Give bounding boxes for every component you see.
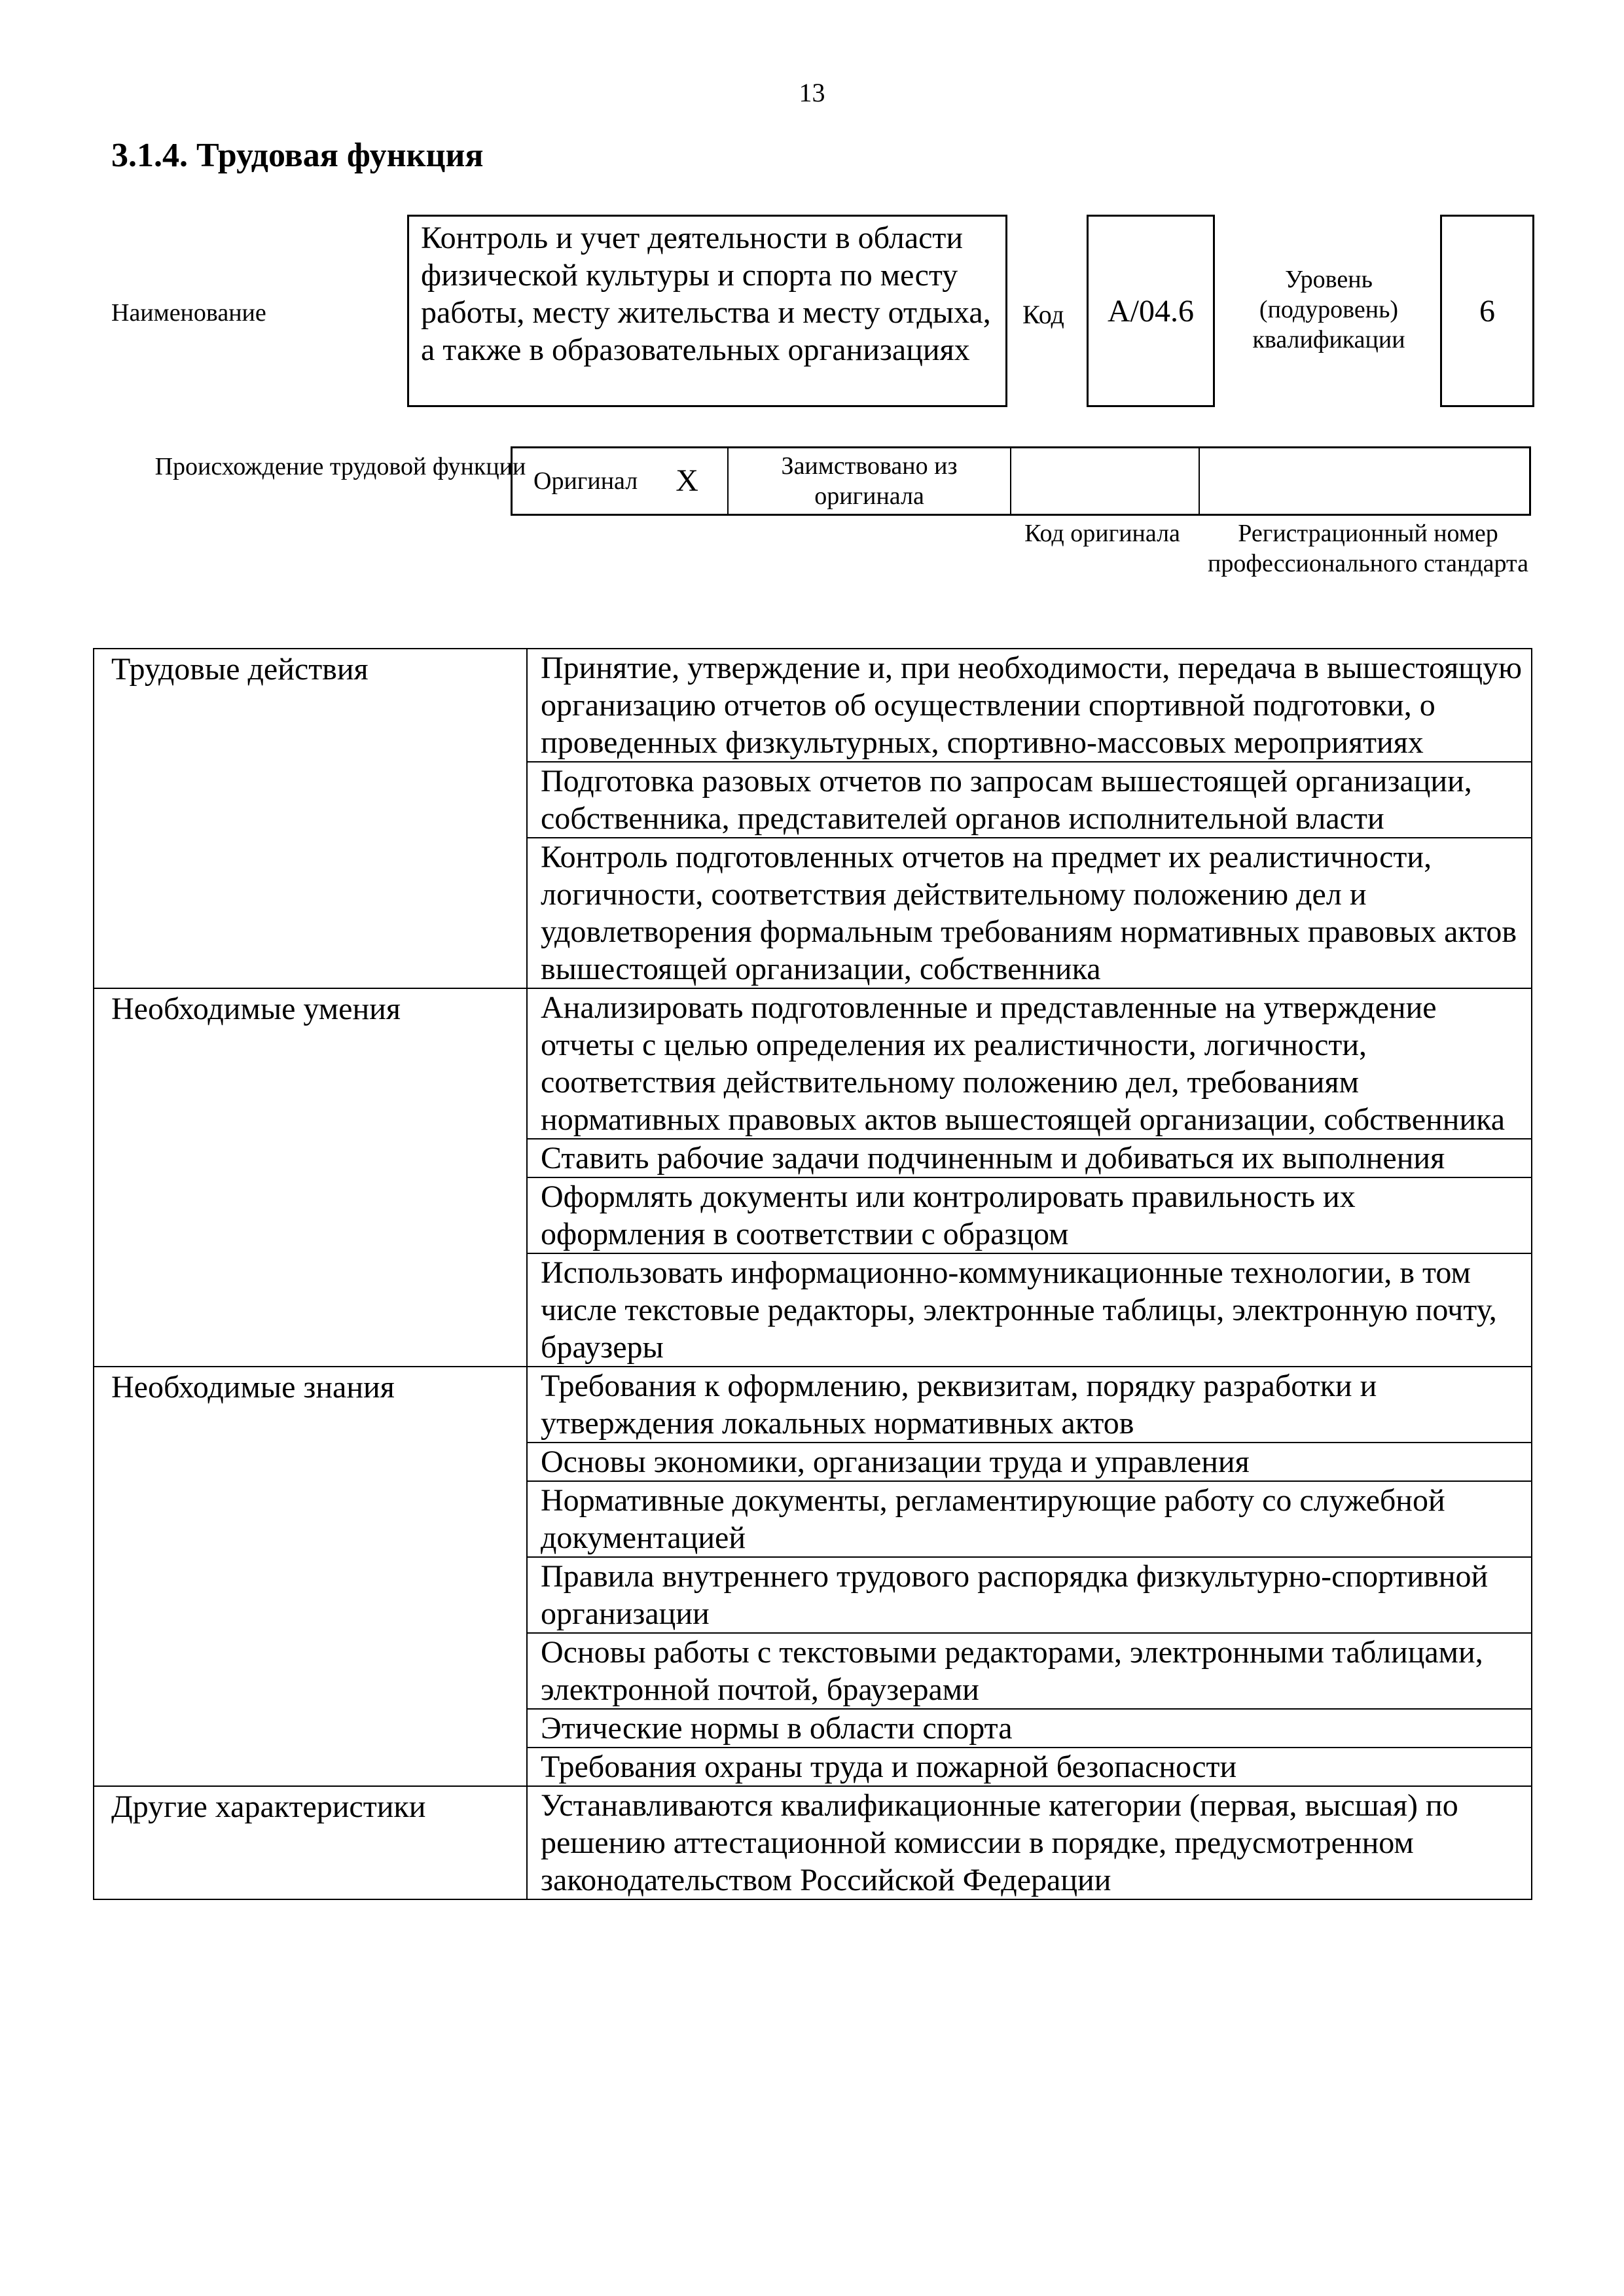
category-cell [94,1367,527,1786]
table-row [94,1367,1532,1443]
name-label: Наименование [111,299,266,327]
category-cell [94,988,527,1367]
item-cell: Контроль подготовленных отчетов на предмет их реалистичности, логичности, соответствия действительному положению дел и удовлетворения формальным требованиям нормативных правовых актов вышестоящей организации, собственника [527,838,1532,988]
section-title: 3.1.4. Трудовая функция [111,137,484,174]
code-box [1087,215,1215,407]
qualification-level-value: 6 [1479,293,1495,329]
original-code-caption: Код оригинала [1024,520,1180,547]
function-name-text: Контроль и учет деятельности в области физической культуры и спорта по месту работы, месту жительства и месту отдыха, а также в образовательных организациях [421,221,991,367]
item-cell: Подготовка разовых отчетов по запросам вышестоящей организации, собственника, представителей органов исполнительной власти [527,762,1532,838]
category-label: Другие характеристики [111,1789,426,1824]
item-cell: Требования охраны труда и пожарной безопасности [527,1748,1532,1786]
item-cell: Оформлять документы или контролировать правильность их оформления в соответствии с образцом [527,1177,1532,1253]
qualification-level-label: Уровень (подуровень) квалификации [1252,266,1405,353]
category-label: Необходимые знания [111,1370,395,1405]
origin-label: Происхождение трудовой функции [154,453,526,480]
item-cell: Использовать информационно-коммуникационные технологии, в том числе текстовые редакторы, электронные таблицы, электронную почту, браузеры [527,1253,1532,1367]
item-cell: Нормативные документы, регламентирующие работу со служебной документацией [527,1481,1532,1557]
origin-reg-number-cell [1200,448,1529,514]
origin-original-cell [513,448,729,514]
table-row [94,1786,1532,1899]
origin-code-cell [1011,448,1200,514]
table-row [94,988,1532,1139]
category-label: Необходимые умения [111,992,401,1026]
item-cell: Основы работы с текстовыми редакторами, электронными таблицами, электронной почтой, браузерами [527,1633,1532,1709]
function-name-box [407,215,1007,407]
origin-borrowed-cell [729,448,1011,514]
function-details-table [93,648,1532,1900]
origin-borrowed-label: Заимствовано из оригинала [781,452,958,510]
item-cell: Анализировать подготовленные и представленные на утверждение отчеты с целью определения их реалистичности, логичности, соответствия действительному положению дел, требованиям нормативных правовых актов вышестоящей организации, собственника [527,988,1532,1139]
item-cell: Этические нормы в области спорта [527,1709,1532,1748]
origin-original-label: Оригинал [533,467,638,495]
table-row [94,649,1532,762]
qualification-level-box [1440,215,1534,407]
code-value: A/04.6 [1108,293,1194,329]
code-label: Код [1022,300,1064,329]
origin-original-mark: X [676,463,698,498]
item-cell: Устанавливаются квалификационные категории (первая, высшая) по решению аттестационной комиссии в порядке, предусмотренном законодательством Российской Федерации [527,1786,1532,1899]
category-label: Трудовые действия [111,652,369,687]
item-cell: Основы экономики, организации труда и управления [527,1443,1532,1481]
category-cell [94,1786,527,1899]
category-cell [94,649,527,988]
page-number: 13 [799,78,825,107]
reg-number-caption: Регистрационный номер профессионального стандарта [1208,520,1528,577]
origin-row [511,446,1531,516]
item-cell: Правила внутреннего трудового распорядка физкультурно-спортивной организации [527,1557,1532,1633]
item-cell: Ставить рабочие задачи подчиненным и добиваться их выполнения [527,1139,1532,1177]
item-cell: Принятие, утверждение и, при необходимости, передача в вышестоящую организацию отчетов об осуществлении спортивной подготовки, о проведенных физкультурных, спортивно-массовых мероприятиях [527,649,1532,762]
item-cell: Требования к оформлению, реквизитам, порядку разработки и утверждения локальных нормативных актов [527,1367,1532,1443]
